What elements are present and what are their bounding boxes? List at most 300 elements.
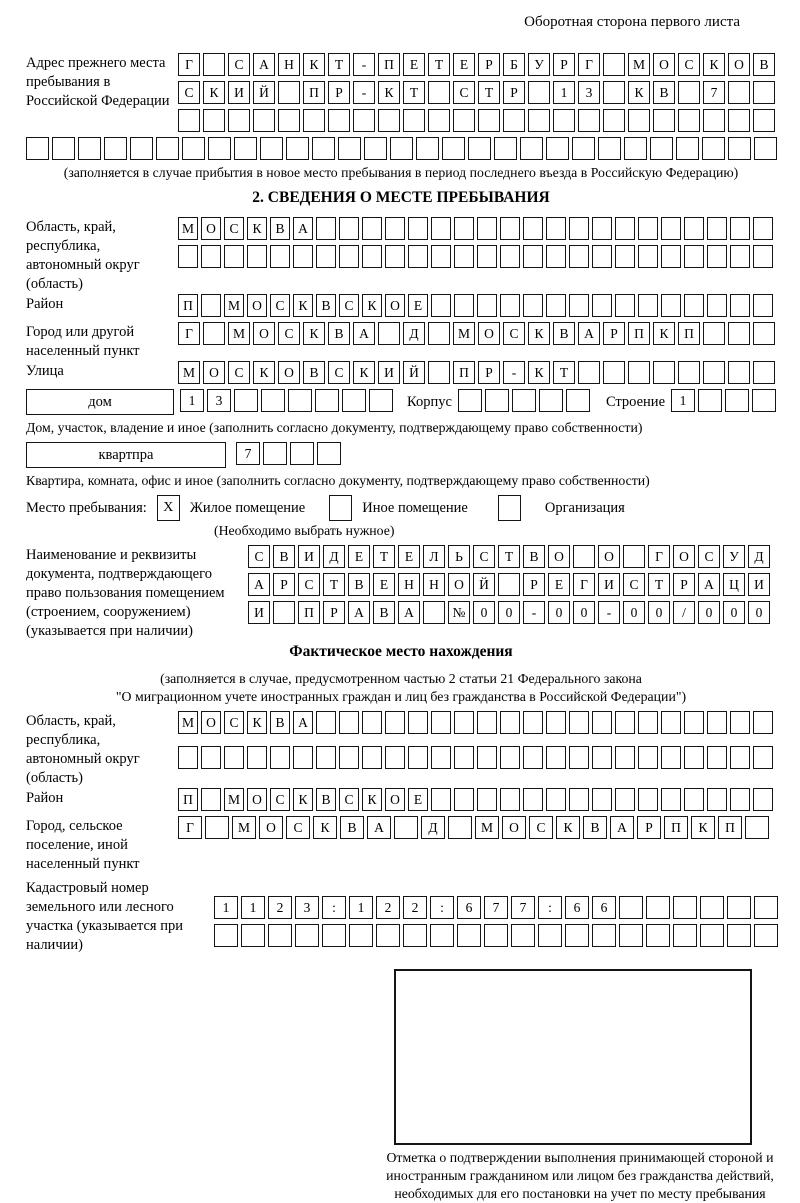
char-cell: Г	[178, 53, 200, 76]
stay-type-row	[26, 495, 776, 521]
stroenie-cells	[671, 389, 776, 412]
char-cell	[485, 389, 509, 412]
char-cell	[328, 109, 350, 132]
region-block	[26, 217, 776, 294]
prev-address-row-1	[178, 53, 776, 76]
district-row	[178, 294, 776, 317]
char-cell	[224, 746, 244, 769]
document-row-3	[248, 601, 776, 624]
char-cell	[753, 109, 775, 132]
char-cell: Р	[323, 601, 345, 624]
char-cell: К	[293, 788, 313, 811]
char-cell	[385, 217, 405, 240]
char-cell	[178, 746, 198, 769]
korpus-cells	[458, 389, 590, 412]
char-cell: К	[293, 294, 313, 317]
char-cell	[500, 217, 520, 240]
char-cell	[362, 746, 382, 769]
char-cell: О	[203, 361, 225, 384]
char-cell	[730, 746, 750, 769]
char-cell: Р	[637, 816, 661, 839]
char-cell: 0	[648, 601, 670, 624]
char-cell: Д	[421, 816, 445, 839]
char-cell: М	[453, 322, 475, 345]
char-cell: Т	[403, 81, 425, 104]
char-cell: Р	[328, 81, 350, 104]
char-cell: Р	[273, 573, 295, 596]
char-cell	[288, 389, 312, 412]
city-block	[26, 322, 776, 361]
char-cell: М	[178, 361, 200, 384]
char-cell	[477, 788, 497, 811]
char-cell	[353, 109, 375, 132]
char-cell	[753, 81, 775, 104]
char-cell: 0	[748, 601, 770, 624]
char-cell: С	[678, 53, 700, 76]
char-cell: 0	[623, 601, 645, 624]
char-cell	[234, 137, 257, 160]
char-cell	[615, 746, 635, 769]
char-cell	[278, 81, 300, 104]
apartment-note: Квартира, комната, офис и иное (заполнить согласно документу, подтверждающему право собственности)	[26, 473, 650, 488]
char-cell: -	[503, 361, 525, 384]
char-cell: В	[340, 816, 364, 839]
char-cell	[707, 788, 727, 811]
char-cell: С	[228, 361, 250, 384]
char-cell	[378, 322, 400, 345]
char-cell	[293, 245, 313, 268]
char-cell: М	[232, 816, 256, 839]
char-cell: Р	[673, 573, 695, 596]
actual-region-block	[26, 711, 776, 788]
char-cell	[615, 788, 635, 811]
char-cell	[520, 137, 543, 160]
char-cell: -	[353, 81, 375, 104]
char-cell	[528, 81, 550, 104]
char-cell: 3	[207, 389, 231, 412]
char-cell	[523, 788, 543, 811]
char-cell: С	[248, 545, 270, 568]
char-cell: С	[278, 322, 300, 345]
stay-type-option-other: Иное помещение	[362, 499, 468, 516]
char-cell: А	[578, 322, 600, 345]
char-cell: К	[247, 217, 267, 240]
char-cell: 0	[548, 601, 570, 624]
char-cell	[316, 711, 336, 734]
char-cell: А	[698, 573, 720, 596]
char-cell: К	[362, 294, 382, 317]
char-cell	[208, 137, 231, 160]
confirmation-mark-box	[394, 969, 752, 1145]
char-cell	[707, 245, 727, 268]
char-cell	[431, 217, 451, 240]
char-cell	[224, 245, 244, 268]
char-cell: П	[718, 816, 742, 839]
char-cell	[603, 109, 625, 132]
char-cell: О	[653, 53, 675, 76]
actual-region-row-1	[178, 711, 776, 734]
char-cell	[523, 746, 543, 769]
char-cell: С	[503, 322, 525, 345]
char-cell	[247, 245, 267, 268]
char-cell	[253, 109, 275, 132]
char-cell: С	[270, 294, 290, 317]
char-cell	[477, 711, 497, 734]
char-cell	[707, 711, 727, 734]
char-cell	[316, 245, 336, 268]
char-cell: Ц	[723, 573, 745, 596]
char-cell	[753, 711, 773, 734]
char-cell: С	[339, 294, 359, 317]
char-cell: О	[278, 361, 300, 384]
char-cell	[390, 137, 413, 160]
street-label: Улица	[26, 363, 64, 379]
char-cell	[646, 924, 670, 947]
char-cell: И	[248, 601, 270, 624]
actual-city-row	[178, 816, 776, 839]
char-cell	[104, 137, 127, 160]
char-cell	[317, 442, 341, 465]
char-cell	[448, 816, 472, 839]
char-cell: №	[448, 601, 470, 624]
actual-city-block	[26, 816, 776, 874]
cadastre-label: Кадастровый номер земельного или лесного участка (указывается при наличии)	[26, 880, 183, 953]
char-cell	[431, 245, 451, 268]
char-cell: Е	[453, 53, 475, 76]
char-cell: 6	[457, 896, 481, 919]
char-cell	[578, 361, 600, 384]
char-cell: М	[228, 322, 250, 345]
char-cell: К	[353, 361, 375, 384]
apartment-row	[26, 442, 776, 468]
char-cell: К	[362, 788, 382, 811]
prev-address-label: Адрес прежнего места пребывания в Российской Федерации	[26, 55, 170, 109]
char-cell	[673, 896, 697, 919]
char-cell	[624, 137, 647, 160]
char-cell: В	[583, 816, 607, 839]
char-cell: А	[398, 601, 420, 624]
char-cell	[431, 788, 451, 811]
char-cell	[362, 711, 382, 734]
char-cell: И	[228, 81, 250, 104]
char-cell: 1	[349, 896, 373, 919]
char-cell: М	[178, 711, 198, 734]
char-cell	[752, 389, 776, 412]
char-cell	[678, 361, 700, 384]
char-cell: М	[628, 53, 650, 76]
stay-type-checkbox-other	[329, 495, 352, 521]
char-cell: О	[247, 788, 267, 811]
char-cell: В	[273, 545, 295, 568]
char-cell	[661, 245, 681, 268]
char-cell	[619, 896, 643, 919]
char-cell: 2	[403, 896, 427, 919]
char-cell: О	[259, 816, 283, 839]
char-cell	[592, 924, 616, 947]
char-cell: В	[328, 322, 350, 345]
char-cell: Р	[478, 361, 500, 384]
char-cell	[484, 924, 508, 947]
char-cell	[592, 245, 612, 268]
char-cell	[500, 788, 520, 811]
char-cell	[362, 245, 382, 268]
char-cell	[754, 896, 778, 919]
region-label: Область, край, республика, автономный округ (область)	[26, 219, 140, 292]
stay-type-checkbox-organization	[498, 495, 521, 521]
char-cell	[201, 746, 221, 769]
char-cell: К	[303, 53, 325, 76]
char-cell	[728, 322, 750, 345]
prev-address-note: (заполняется в случае прибытия в новое место пребывания в период последнего въезда в Российскую Федерацию)	[63, 165, 739, 180]
char-cell	[457, 924, 481, 947]
char-cell	[214, 924, 238, 947]
char-cell	[228, 109, 250, 132]
document-label: Наименование и реквизиты документа, подтверждающего право пользования помещением (строением, сооружением) (указывается при наличии)	[26, 547, 225, 639]
char-cell	[684, 294, 704, 317]
char-cell	[753, 788, 773, 811]
char-cell	[454, 245, 474, 268]
char-cell: Е	[373, 573, 395, 596]
char-cell: В	[373, 601, 395, 624]
char-cell	[500, 294, 520, 317]
char-cell: К	[247, 711, 267, 734]
stay-type-option-organization: Организация	[544, 499, 625, 516]
char-cell: С	[623, 573, 645, 596]
char-cell	[201, 245, 221, 268]
char-cell: О	[201, 217, 221, 240]
char-cell: П	[178, 788, 198, 811]
char-cell: В	[270, 217, 290, 240]
char-cell: С	[224, 711, 244, 734]
city-label: Город или другой населенный пункт	[26, 324, 140, 359]
char-cell: О	[502, 816, 526, 839]
char-cell	[700, 924, 724, 947]
char-cell	[303, 109, 325, 132]
char-cell: 3	[295, 896, 319, 919]
char-cell	[403, 109, 425, 132]
char-cell	[546, 137, 569, 160]
char-cell	[430, 924, 454, 947]
char-cell	[753, 322, 775, 345]
char-cell	[730, 711, 750, 734]
char-cell: К	[303, 322, 325, 345]
char-cell: Б	[503, 53, 525, 76]
char-cell	[477, 294, 497, 317]
char-cell: А	[253, 53, 275, 76]
char-cell: У	[528, 53, 550, 76]
house-box: дом	[26, 389, 174, 415]
char-cell: Е	[408, 788, 428, 811]
char-cell: А	[348, 601, 370, 624]
prev-address-block	[26, 53, 776, 137]
char-cell	[678, 81, 700, 104]
region-row-2	[178, 245, 776, 268]
actual-region-label: Область, край, республика, автономный округ (область)	[26, 713, 140, 786]
char-cell	[322, 924, 346, 947]
char-cell	[338, 137, 361, 160]
char-cell: Е	[548, 573, 570, 596]
char-cell	[569, 788, 589, 811]
char-cell	[684, 217, 704, 240]
char-cell	[52, 137, 75, 160]
char-cell: К	[653, 322, 675, 345]
char-cell	[623, 545, 645, 568]
char-cell	[650, 137, 673, 160]
char-cell	[494, 137, 517, 160]
char-cell	[727, 896, 751, 919]
char-cell: 7	[511, 896, 535, 919]
char-cell	[753, 294, 773, 317]
house-cells	[180, 389, 393, 412]
char-cell: В	[303, 361, 325, 384]
char-cell	[523, 217, 543, 240]
char-cell: К	[628, 81, 650, 104]
char-cell	[270, 746, 290, 769]
char-cell: Т	[428, 53, 450, 76]
char-cell: У	[723, 545, 745, 568]
char-cell	[201, 294, 221, 317]
char-cell: Д	[748, 545, 770, 568]
char-cell	[385, 711, 405, 734]
char-cell	[707, 294, 727, 317]
char-cell	[539, 389, 563, 412]
char-cell	[603, 361, 625, 384]
char-cell	[728, 137, 751, 160]
char-cell	[628, 109, 650, 132]
char-cell	[684, 245, 704, 268]
char-cell	[661, 788, 681, 811]
char-cell: А	[610, 816, 634, 839]
actual-location-note-1: (заполняется в случае, предусмотренном частью 2 статьи 21 Федерального закона	[160, 671, 642, 686]
char-cell: П	[378, 53, 400, 76]
char-cell: М	[178, 217, 198, 240]
char-cell	[369, 389, 393, 412]
char-cell: О	[253, 322, 275, 345]
char-cell	[408, 711, 428, 734]
char-cell	[523, 245, 543, 268]
char-cell	[376, 924, 400, 947]
char-cell: С	[298, 573, 320, 596]
stay-type-checkbox-residential: X	[157, 495, 180, 521]
char-cell	[273, 601, 295, 624]
char-cell: Е	[408, 294, 428, 317]
char-cell: Н	[278, 53, 300, 76]
cadastre-block	[26, 878, 776, 955]
char-cell	[182, 137, 205, 160]
char-cell	[753, 361, 775, 384]
char-cell	[268, 924, 292, 947]
char-cell	[403, 924, 427, 947]
char-cell	[546, 788, 566, 811]
street-row	[178, 361, 776, 384]
char-cell: П	[303, 81, 325, 104]
char-cell: Л	[423, 545, 445, 568]
char-cell: Е	[398, 545, 420, 568]
char-cell	[431, 711, 451, 734]
char-cell	[339, 746, 359, 769]
char-cell: К	[691, 816, 715, 839]
char-cell	[364, 137, 387, 160]
char-cell	[553, 109, 575, 132]
char-cell: С	[328, 361, 350, 384]
district-label: Район	[26, 296, 64, 312]
char-cell	[428, 322, 450, 345]
char-cell	[477, 746, 497, 769]
page-header: Оборотная сторона первого листа	[524, 14, 740, 30]
char-cell: И	[598, 573, 620, 596]
street-block	[26, 361, 776, 389]
char-cell: П	[678, 322, 700, 345]
char-cell	[349, 924, 373, 947]
char-cell	[408, 746, 428, 769]
char-cell	[500, 711, 520, 734]
actual-city-label: Город, сельское поселение, иной населенный пункт	[26, 818, 140, 872]
char-cell	[615, 245, 635, 268]
char-cell: 1	[241, 896, 265, 919]
char-cell	[684, 711, 704, 734]
char-cell: Г	[178, 322, 200, 345]
char-cell: Р	[478, 53, 500, 76]
char-cell	[653, 361, 675, 384]
char-cell	[523, 711, 543, 734]
char-cell: С	[339, 788, 359, 811]
char-cell: -	[523, 601, 545, 624]
char-cell	[754, 924, 778, 947]
char-cell	[378, 109, 400, 132]
char-cell	[578, 109, 600, 132]
char-cell: В	[753, 53, 775, 76]
char-cell	[700, 896, 724, 919]
stay-type-note: (Необходимо выбрать нужное)	[214, 523, 395, 538]
char-cell	[295, 924, 319, 947]
char-cell	[523, 294, 543, 317]
char-cell: О	[385, 294, 405, 317]
document-row-2	[248, 573, 776, 596]
char-cell: Ь	[448, 545, 470, 568]
char-cell	[684, 788, 704, 811]
char-cell: С	[286, 816, 310, 839]
char-cell	[454, 788, 474, 811]
char-cell: С	[698, 545, 720, 568]
char-cell	[569, 711, 589, 734]
actual-region-row-2	[178, 746, 776, 769]
stay-type-option-residential: Жилое помещение	[189, 499, 306, 516]
actual-location-note-2: "О миграционном учете иностранных граждан и лиц без гражданства в Российской Федерации")	[115, 689, 687, 704]
char-cell	[707, 746, 727, 769]
char-cell: С	[178, 81, 200, 104]
char-cell	[569, 294, 589, 317]
char-cell: И	[298, 545, 320, 568]
char-cell	[26, 137, 49, 160]
char-cell	[428, 81, 450, 104]
char-cell: О	[598, 545, 620, 568]
char-cell: Т	[323, 573, 345, 596]
char-cell: В	[316, 788, 336, 811]
char-cell: В	[523, 545, 545, 568]
char-cell: Д	[403, 322, 425, 345]
char-cell	[546, 711, 566, 734]
char-cell	[703, 361, 725, 384]
char-cell: 0	[498, 601, 520, 624]
house-note: Дом, участок, владение и иное (заполнить согласно документу, подтверждающему право собственности)	[26, 420, 643, 435]
char-cell: О	[478, 322, 500, 345]
char-cell	[615, 294, 635, 317]
char-cell	[728, 361, 750, 384]
char-cell: Й	[403, 361, 425, 384]
char-cell: Д	[323, 545, 345, 568]
char-cell: :	[538, 896, 562, 919]
char-cell	[703, 322, 725, 345]
